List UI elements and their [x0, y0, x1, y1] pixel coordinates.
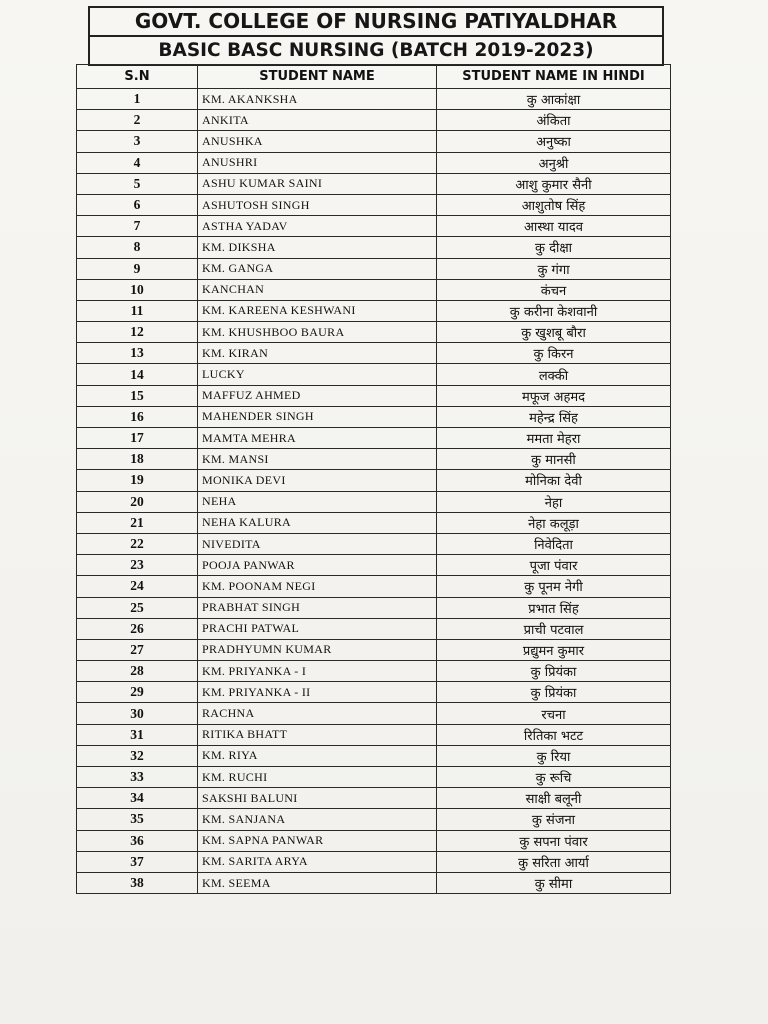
table-row — [77, 788, 671, 809]
table-row — [77, 237, 671, 258]
serial-number-cell: 21 — [77, 512, 198, 533]
serial-number-cell: 26 — [77, 618, 198, 639]
student-name-hindi-cell: रितिका भटट — [437, 724, 671, 745]
serial-number-cell: 14 — [77, 364, 198, 385]
student-name-hindi-cell: कु मानसी — [437, 449, 671, 470]
table-row — [77, 724, 671, 745]
table-row — [77, 745, 671, 766]
table-row — [77, 639, 671, 660]
student-name-hindi-cell: कु रिया — [437, 745, 671, 766]
serial-number-cell: 31 — [77, 724, 198, 745]
student-name-cell: ASHUTOSH SINGH — [198, 194, 437, 215]
serial-number-cell: 29 — [77, 682, 198, 703]
student-name-hindi-cell: अनुष्का — [437, 131, 671, 152]
serial-number-cell: 12 — [77, 322, 198, 343]
serial-number-cell: 5 — [77, 173, 198, 194]
student-name-cell: MAFFUZ AHMED — [198, 385, 437, 406]
student-name-hindi-cell: प्राची पटवाल — [437, 618, 671, 639]
student-name-cell: MAMTA MEHRA — [198, 428, 437, 449]
table-row — [77, 385, 671, 406]
serial-number-cell: 10 — [77, 279, 198, 300]
student-name-hindi-cell: कु खुशबू बौरा — [437, 322, 671, 343]
student-name-hindi-cell: प्रद्युमन कुमार — [437, 639, 671, 660]
document-header — [88, 6, 664, 66]
serial-number-cell: 37 — [77, 851, 198, 872]
student-name-cell: RACHNA — [198, 703, 437, 724]
student-name-cell: KM. DIKSHA — [198, 237, 437, 258]
student-name-cell: ANKITA — [198, 110, 437, 131]
table-row — [77, 406, 671, 427]
table-row — [77, 682, 671, 703]
table-row — [77, 89, 671, 110]
student-name-cell: KM. SARITA ARYA — [198, 851, 437, 872]
student-name-cell: KM. KHUSHBOO BAURA — [198, 322, 437, 343]
student-name-hindi-cell: निवेदिता — [437, 533, 671, 554]
student-name-hindi-cell: कु सरिता आर्या — [437, 851, 671, 872]
table-row — [77, 576, 671, 597]
serial-number-cell: 34 — [77, 788, 198, 809]
table-row — [77, 555, 671, 576]
student-name-hindi-cell: कु पूनम नेगी — [437, 576, 671, 597]
serial-number-cell: 8 — [77, 237, 198, 258]
table-row — [77, 491, 671, 512]
serial-number-cell: 6 — [77, 194, 198, 215]
student-name-cell: PRABHAT SINGH — [198, 597, 437, 618]
student-name-hindi-cell: कु आकांक्षा — [437, 89, 671, 110]
student-name-hindi-cell: अनुश्री — [437, 152, 671, 173]
serial-number-cell: 35 — [77, 809, 198, 830]
student-name-cell: KM. AKANKSHA — [198, 89, 437, 110]
student-name-hindi-cell: आशुतोष सिंह — [437, 194, 671, 215]
student-name-hindi-cell: रचना — [437, 703, 671, 724]
serial-number-cell: 11 — [77, 300, 198, 321]
student-name-cell: ANUSHKA — [198, 131, 437, 152]
table-row — [77, 533, 671, 554]
table-row — [77, 703, 671, 724]
serial-number-cell: 27 — [77, 639, 198, 660]
student-name-hindi-cell: कु गंगा — [437, 258, 671, 279]
serial-number-cell: 38 — [77, 872, 198, 893]
table-row — [77, 661, 671, 682]
serial-number-cell: 20 — [77, 491, 198, 512]
serial-number-cell: 1 — [77, 89, 198, 110]
student-name-cell: PRADHYUMN KUMAR — [198, 639, 437, 660]
serial-number-cell: 7 — [77, 216, 198, 237]
student-name-hindi-cell: कु प्रियंका — [437, 682, 671, 703]
table-row — [77, 258, 671, 279]
student-name-hindi-cell: कु दीक्षा — [437, 237, 671, 258]
table-row — [77, 322, 671, 343]
column-header-student-name-hindi: STUDENT NAME IN HINDI — [437, 65, 671, 89]
student-name-hindi-cell: कु किरन — [437, 343, 671, 364]
college-title: GOVT. COLLEGE OF NURSING PATIYALDHAR — [90, 8, 662, 37]
serial-number-cell: 2 — [77, 110, 198, 131]
student-name-hindi-cell: आशु कुमार सैनी — [437, 173, 671, 194]
student-name-hindi-cell: मफूज अहमद — [437, 385, 671, 406]
column-header-sn: S.N — [77, 65, 198, 89]
student-name-hindi-cell: आस्था यादव — [437, 216, 671, 237]
table-row — [77, 216, 671, 237]
student-name-cell: NIVEDITA — [198, 533, 437, 554]
student-name-hindi-cell: कु संजना — [437, 809, 671, 830]
student-name-cell: POOJA PANWAR — [198, 555, 437, 576]
student-name-hindi-cell: कु सीमा — [437, 872, 671, 893]
student-name-cell: NEHA KALURA — [198, 512, 437, 533]
batch-title: BASIC BASC NURSING (BATCH 2019-2023) — [158, 40, 594, 61]
serial-number-cell: 13 — [77, 343, 198, 364]
column-header-student-name: STUDENT NAME — [198, 65, 437, 89]
table-row — [77, 512, 671, 533]
serial-number-cell: 15 — [77, 385, 198, 406]
student-name-hindi-cell: साक्षी बलूनी — [437, 788, 671, 809]
table-row — [77, 851, 671, 872]
student-name-cell: KM. MANSI — [198, 449, 437, 470]
student-name-cell: KM. PRIYANKA - I — [198, 661, 437, 682]
serial-number-cell: 33 — [77, 767, 198, 788]
table-row — [77, 767, 671, 788]
student-table — [76, 64, 671, 894]
student-name-hindi-cell: ममता मेहरा — [437, 428, 671, 449]
table-row — [77, 364, 671, 385]
student-name-hindi-cell: अंकिता — [437, 110, 671, 131]
serial-number-cell: 18 — [77, 449, 198, 470]
table-row — [77, 279, 671, 300]
student-name-cell: MAHENDER SINGH — [198, 406, 437, 427]
student-name-cell: ASHU KUMAR SAINI — [198, 173, 437, 194]
student-name-cell: KM. SEEMA — [198, 872, 437, 893]
table-row — [77, 110, 671, 131]
student-name-cell: KM. KIRAN — [198, 343, 437, 364]
table-row — [77, 830, 671, 851]
serial-number-cell: 24 — [77, 576, 198, 597]
serial-number-cell: 32 — [77, 745, 198, 766]
serial-number-cell: 36 — [77, 830, 198, 851]
student-name-cell: KM. GANGA — [198, 258, 437, 279]
student-name-cell: LUCKY — [198, 364, 437, 385]
table-row — [77, 173, 671, 194]
table-row — [77, 152, 671, 173]
table-header-row — [77, 65, 671, 89]
serial-number-cell: 17 — [77, 428, 198, 449]
student-name-hindi-cell: प्रभात सिंह — [437, 597, 671, 618]
student-name-hindi-cell: नेहा — [437, 491, 671, 512]
student-name-cell: KM. PRIYANKA - II — [198, 682, 437, 703]
student-name-hindi-cell: कु प्रियंका — [437, 661, 671, 682]
student-name-hindi-cell: कु सपना पंवार — [437, 830, 671, 851]
serial-number-cell: 22 — [77, 533, 198, 554]
serial-number-cell: 23 — [77, 555, 198, 576]
student-name-cell: NEHA — [198, 491, 437, 512]
serial-number-cell: 28 — [77, 661, 198, 682]
student-name-cell: KM. POONAM NEGI — [198, 576, 437, 597]
student-name-cell: SAKSHI BALUNI — [198, 788, 437, 809]
student-name-hindi-cell: मोनिका देवी — [437, 470, 671, 491]
student-name-hindi-cell: कु करीना केशवानी — [437, 300, 671, 321]
student-name-cell: MONIKA DEVI — [198, 470, 437, 491]
student-name-cell: ASTHA YADAV — [198, 216, 437, 237]
student-name-hindi-cell: नेहा कलूड़ा — [437, 512, 671, 533]
serial-number-cell: 3 — [77, 131, 198, 152]
serial-number-cell: 19 — [77, 470, 198, 491]
student-name-cell: KM. RUCHI — [198, 767, 437, 788]
table-row — [77, 131, 671, 152]
serial-number-cell: 16 — [77, 406, 198, 427]
student-name-hindi-cell: पूजा पंवार — [437, 555, 671, 576]
table-row — [77, 449, 671, 470]
student-name-cell: KANCHAN — [198, 279, 437, 300]
student-name-cell: KM. KAREENA KESHWANI — [198, 300, 437, 321]
serial-number-cell: 25 — [77, 597, 198, 618]
table-row — [77, 470, 671, 491]
serial-number-cell: 9 — [77, 258, 198, 279]
student-name-cell: KM. SANJANA — [198, 809, 437, 830]
student-name-cell: KM. SAPNA PANWAR — [198, 830, 437, 851]
table-row — [77, 597, 671, 618]
table-row — [77, 300, 671, 321]
student-name-cell: ANUSHRI — [198, 152, 437, 173]
table-row — [77, 343, 671, 364]
table-row — [77, 194, 671, 215]
student-name-hindi-cell: महेन्द्र सिंह — [437, 406, 671, 427]
table-row — [77, 872, 671, 893]
student-name-hindi-cell: कु रूचि — [437, 767, 671, 788]
student-name-cell: KM. RIYA — [198, 745, 437, 766]
table-row — [77, 428, 671, 449]
student-name-hindi-cell: कंचन — [437, 279, 671, 300]
student-name-hindi-cell: लक्की — [437, 364, 671, 385]
student-name-cell: RITIKA BHATT — [198, 724, 437, 745]
student-name-cell: PRACHI PATWAL — [198, 618, 437, 639]
table-row — [77, 809, 671, 830]
serial-number-cell: 30 — [77, 703, 198, 724]
serial-number-cell: 4 — [77, 152, 198, 173]
table-row — [77, 618, 671, 639]
